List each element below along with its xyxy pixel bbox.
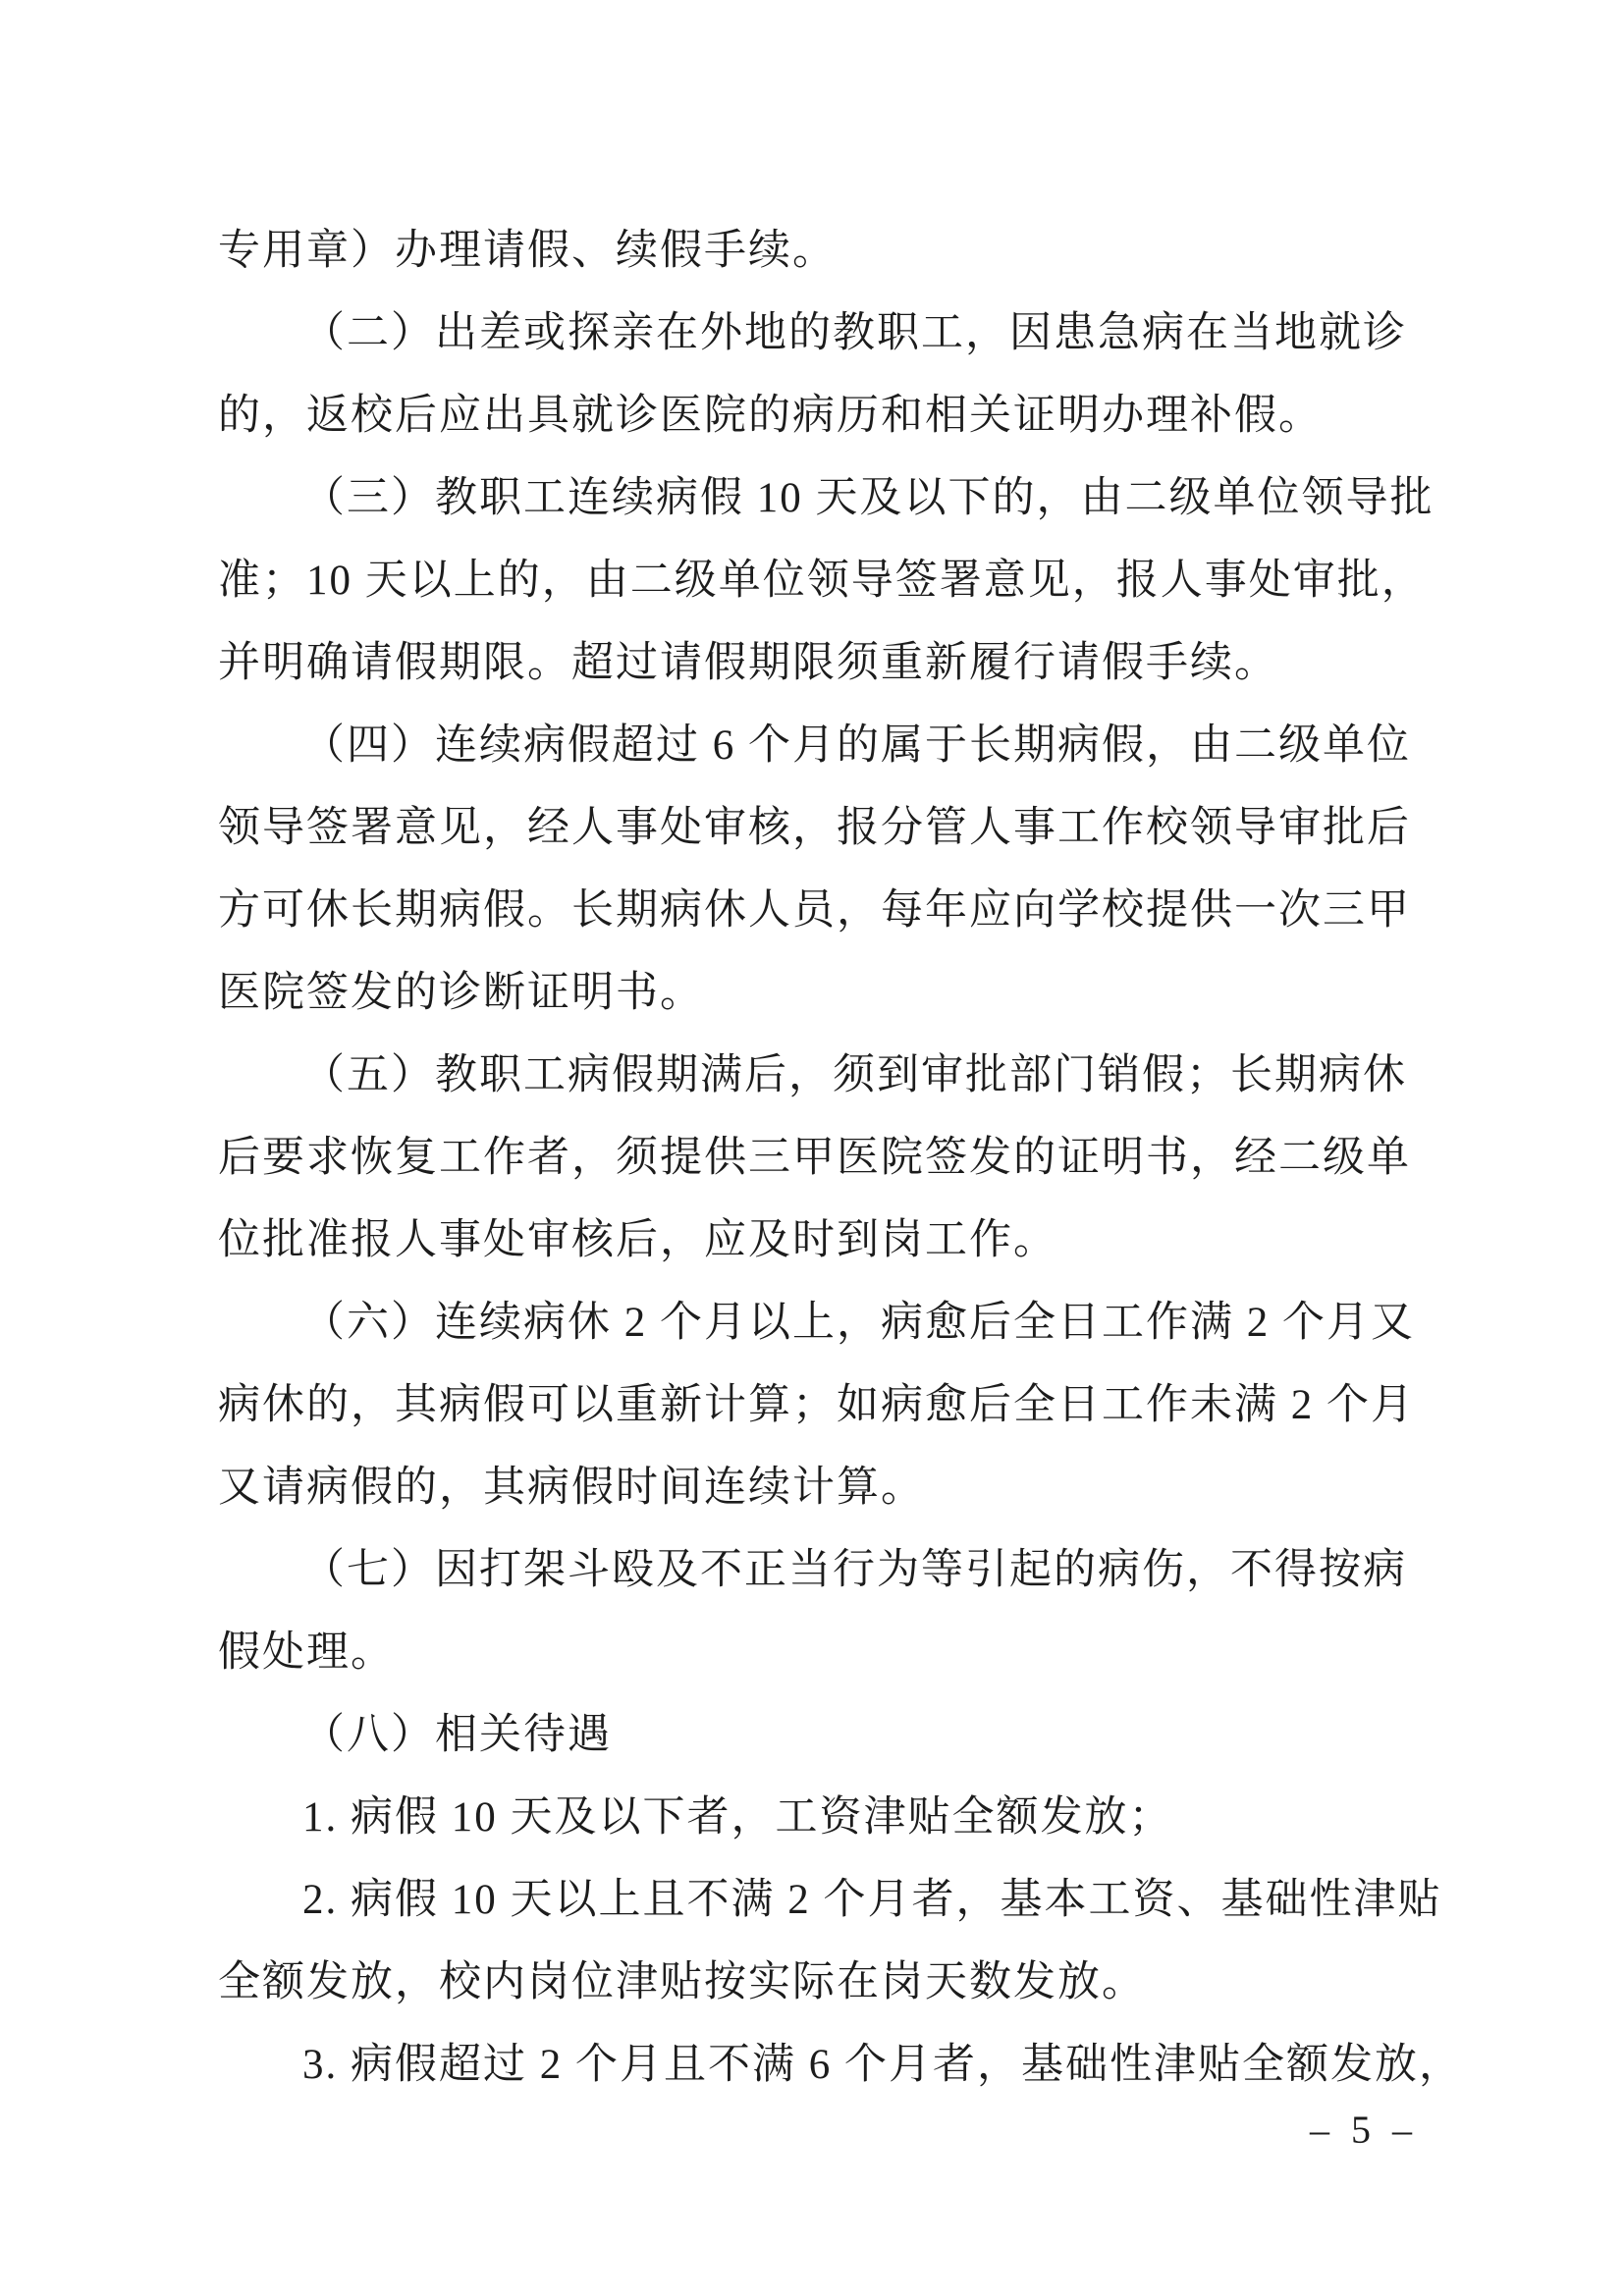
text-line: 的，返校后应出具就诊医院的病历和相关证明办理补假。 [218, 393, 1323, 439]
text-line: （三）教职工连续病假 10 天及以下的，由二级单位领导批 [302, 475, 1435, 521]
text-line: 方可休长期病假。长期病休人员，每年应向学校提供一次三甲 [218, 887, 1411, 934]
text-line: 医院签发的诊断证明书。 [218, 970, 704, 1016]
page-number: – 5 – [1310, 2108, 1418, 2152]
text-line: （四）连续病假超过 6 个月的属于长期病假，由二级单位 [302, 722, 1411, 769]
text-line: 假处理。 [218, 1629, 395, 1676]
text-line: 病休的，其病假可以重新计算；如病愈后全日工作未满 2 个月 [218, 1382, 1415, 1428]
text-line: 领导签署意见，经人事处审核，报分管人事工作校领导审批后 [218, 805, 1411, 851]
text-line: （二）出差或探亲在外地的教职工，因患急病在当地就诊 [302, 310, 1407, 356]
text-lines [218, 210, 1463, 2107]
text-line: （五）教职工病假期满后，须到审批部门销假；长期病休 [302, 1052, 1407, 1098]
text-line: 准；10 天以上的，由二级单位领导签署意见，报人事处审批， [218, 558, 1426, 604]
text-line: 后要求恢复工作者，须提供三甲医院签发的证明书，经二级单 [218, 1135, 1411, 1181]
text-line: 3. 病假超过 2 个月且不满 6 个月者，基础性津贴全额发放， [302, 2042, 1463, 2088]
text-line: （八）相关待遇 [302, 1712, 612, 1758]
text-line: 全额发放，校内岗位津贴按实际在岗天数发放。 [218, 1959, 1146, 2005]
text-line: 位批准报人事处审核后，应及时到岗工作。 [218, 1217, 1057, 1263]
text-line: 并明确请假期限。超过请假期限须重新履行请假手续。 [218, 640, 1278, 686]
text-line: 又请病假的，其病假时间连续计算。 [218, 1465, 925, 1511]
text-line: （六）连续病休 2 个月以上，病愈后全日工作满 2 个月又 [302, 1300, 1415, 1346]
text-line: 专用章）办理请假、续假手续。 [218, 228, 837, 274]
text-line: 1. 病假 10 天及以下者，工资津贴全额发放； [302, 1794, 1173, 1841]
text-line: （七）因打架斗殴及不正当行为等引起的病伤，不得按病 [302, 1547, 1407, 1593]
text-line: 2. 病假 10 天以上且不满 2 个月者，基本工资、基础性津贴 [302, 1877, 1442, 1923]
